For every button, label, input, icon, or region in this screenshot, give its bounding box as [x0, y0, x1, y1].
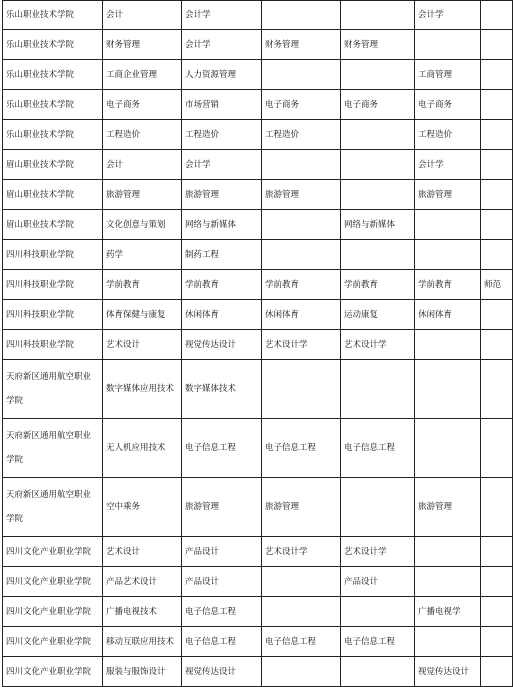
cell-target-major-1: 产品设计: [182, 567, 262, 597]
cell-target-major-1: 工程造价: [182, 120, 262, 150]
cell-major: 电子商务: [103, 90, 182, 120]
cell-note: 师范: [481, 270, 513, 300]
cell-target-major-4: 旅游管理: [415, 478, 481, 537]
cell-college: 天府新区通用航空职业学院: [3, 419, 103, 478]
cell-college: 眉山职业技术学院: [3, 180, 103, 210]
table-row: [3, 657, 513, 687]
cell-note: [481, 627, 513, 657]
cell-note: [481, 537, 513, 567]
cell-target-major-3: 艺术设计学: [341, 330, 415, 360]
cell-major: 产品艺术设计: [103, 567, 182, 597]
cell-note: [481, 150, 513, 180]
cell-target-major-1: 会计学: [182, 30, 262, 60]
cell-note: [481, 1, 513, 30]
table-row: [3, 240, 513, 270]
cell-target-major-3: 财务管理: [341, 30, 415, 60]
cell-target-major-2: [262, 360, 341, 419]
cell-college: 眉山职业技术学院: [3, 210, 103, 240]
cell-target-major-2: 电子信息工程: [262, 627, 341, 657]
cell-college: 四川科技职业学院: [3, 270, 103, 300]
cell-college: 乐山职业技术学院: [3, 60, 103, 90]
cell-target-major-2: 旅游管理: [262, 180, 341, 210]
cell-target-major-2: 电子商务: [262, 90, 341, 120]
cell-target-major-1: 市场营销: [182, 90, 262, 120]
cell-target-major-4: 视觉传达设计: [415, 657, 481, 687]
table-row: [3, 210, 513, 240]
cell-college: 乐山职业技术学院: [3, 1, 103, 30]
cell-target-major-3: [341, 360, 415, 419]
cell-target-major-4: 电子商务: [415, 90, 481, 120]
table-row: [3, 300, 513, 330]
cell-target-major-4: [415, 627, 481, 657]
table-row: [3, 627, 513, 657]
cell-target-major-1: 电子信息工程: [182, 597, 262, 627]
cell-target-major-2: [262, 1, 341, 30]
cell-target-major-4: 工程造价: [415, 120, 481, 150]
table-body: [3, 1, 513, 687]
table-row: [3, 90, 513, 120]
cell-target-major-1: 休闲体育: [182, 300, 262, 330]
cell-target-major-2: 学前教育: [262, 270, 341, 300]
cell-target-major-1: 网络与新媒体: [182, 210, 262, 240]
cell-target-major-2: 旅游管理: [262, 478, 341, 537]
cell-target-major-3: 学前教育: [341, 270, 415, 300]
cell-college: 四川文化产业职业学院: [3, 657, 103, 687]
cell-major: 工商企业管理: [103, 60, 182, 90]
cell-major: 艺术设计: [103, 330, 182, 360]
cell-major: 空中乘务: [103, 478, 182, 537]
cell-target-major-2: 艺术设计学: [262, 537, 341, 567]
cell-target-major-3: [341, 597, 415, 627]
admission-table: [2, 0, 513, 687]
cell-target-major-2: 财务管理: [262, 30, 341, 60]
cell-target-major-2: [262, 210, 341, 240]
cell-target-major-1: 人力资源管理: [182, 60, 262, 90]
cell-target-major-3: 艺术设计学: [341, 537, 415, 567]
cell-target-major-3: [341, 657, 415, 687]
cell-college: 乐山职业技术学院: [3, 120, 103, 150]
cell-college: 乐山职业技术学院: [3, 90, 103, 120]
cell-target-major-1: 学前教育: [182, 270, 262, 300]
cell-college: 四川文化产业职业学院: [3, 627, 103, 657]
table-row: [3, 537, 513, 567]
cell-target-major-4: 广播电视学: [415, 597, 481, 627]
cell-major: 数字媒体应用技术: [103, 360, 182, 419]
cell-target-major-1: 旅游管理: [182, 478, 262, 537]
cell-target-major-3: 产品设计: [341, 567, 415, 597]
cell-major: 移动互联应用技术: [103, 627, 182, 657]
cell-target-major-4: 休闲体育: [415, 300, 481, 330]
cell-college: 四川科技职业学院: [3, 330, 103, 360]
cell-target-major-3: [341, 60, 415, 90]
cell-target-major-3: [341, 150, 415, 180]
cell-note: [481, 180, 513, 210]
cell-target-major-1: 视觉传达设计: [182, 330, 262, 360]
cell-target-major-2: 电子信息工程: [262, 419, 341, 478]
cell-note: [481, 120, 513, 150]
cell-major: 文化创意与策划: [103, 210, 182, 240]
cell-major: 药学: [103, 240, 182, 270]
table-row: [3, 330, 513, 360]
cell-target-major-2: [262, 597, 341, 627]
cell-target-major-4: [415, 419, 481, 478]
cell-target-major-4: [415, 537, 481, 567]
table-row: [3, 150, 513, 180]
cell-college: 天府新区通用航空职业学院: [3, 478, 103, 537]
cell-target-major-3: 电子商务: [341, 90, 415, 120]
cell-college: 眉山职业技术学院: [3, 150, 103, 180]
cell-major: 广播电视技术: [103, 597, 182, 627]
table-row: [3, 567, 513, 597]
cell-college: 乐山职业技术学院: [3, 30, 103, 60]
cell-note: [481, 30, 513, 60]
cell-target-major-1: 电子信息工程: [182, 627, 262, 657]
table-row: [3, 1, 513, 30]
cell-major: 财务管理: [103, 30, 182, 60]
cell-target-major-2: [262, 60, 341, 90]
cell-note: [481, 240, 513, 270]
cell-note: [481, 210, 513, 240]
cell-major: 艺术设计: [103, 537, 182, 567]
cell-target-major-3: 电子信息工程: [341, 419, 415, 478]
cell-target-major-3: [341, 1, 415, 30]
cell-target-major-2: [262, 657, 341, 687]
cell-college: 四川科技职业学院: [3, 300, 103, 330]
cell-note: [481, 657, 513, 687]
cell-target-major-2: [262, 567, 341, 597]
table-row: [3, 478, 513, 537]
cell-note: [481, 300, 513, 330]
cell-target-major-4: 学前教育: [415, 270, 481, 300]
cell-target-major-1: 数字媒体技术: [182, 360, 262, 419]
cell-note: [481, 567, 513, 597]
cell-major: 学前教育: [103, 270, 182, 300]
cell-target-major-3: [341, 240, 415, 270]
cell-target-major-3: [341, 478, 415, 537]
cell-target-major-2: 休闲体育: [262, 300, 341, 330]
table-row: [3, 180, 513, 210]
cell-target-major-3: 运动康复: [341, 300, 415, 330]
cell-target-major-3: 电子信息工程: [341, 627, 415, 657]
cell-note: [481, 597, 513, 627]
table-row: [3, 597, 513, 627]
cell-target-major-1: 电子信息工程: [182, 419, 262, 478]
cell-target-major-1: 制药工程: [182, 240, 262, 270]
cell-college: 天府新区通用航空职业学院: [3, 360, 103, 419]
table-row: [3, 30, 513, 60]
cell-major: 旅游管理: [103, 180, 182, 210]
cell-note: [481, 330, 513, 360]
cell-note: [481, 419, 513, 478]
cell-target-major-2: [262, 240, 341, 270]
cell-target-major-1: 产品设计: [182, 537, 262, 567]
cell-target-major-4: [415, 240, 481, 270]
cell-target-major-4: [415, 360, 481, 419]
cell-target-major-4: [415, 567, 481, 597]
cell-major: 会计: [103, 1, 182, 30]
cell-college: 四川文化产业职业学院: [3, 537, 103, 567]
cell-target-major-3: 网络与新媒体: [341, 210, 415, 240]
cell-target-major-2: 艺术设计学: [262, 330, 341, 360]
cell-note: [481, 360, 513, 419]
cell-major: 无人机应用技术: [103, 419, 182, 478]
cell-major: 服装与服饰设计: [103, 657, 182, 687]
cell-target-major-3: [341, 180, 415, 210]
cell-target-major-4: [415, 330, 481, 360]
cell-target-major-1: 会计学: [182, 150, 262, 180]
cell-target-major-4: [415, 210, 481, 240]
cell-target-major-1: 会计学: [182, 1, 262, 30]
cell-target-major-4: [415, 30, 481, 60]
cell-target-major-4: 旅游管理: [415, 180, 481, 210]
cell-note: [481, 90, 513, 120]
table-row: [3, 360, 513, 419]
cell-target-major-3: [341, 120, 415, 150]
cell-major: 体育保健与康复: [103, 300, 182, 330]
cell-major: 工程造价: [103, 120, 182, 150]
cell-major: 会计: [103, 150, 182, 180]
cell-target-major-2: 工程造价: [262, 120, 341, 150]
table-row: [3, 120, 513, 150]
cell-target-major-1: 旅游管理: [182, 180, 262, 210]
cell-college: 四川科技职业学院: [3, 240, 103, 270]
cell-target-major-4: 工商管理: [415, 60, 481, 90]
cell-note: [481, 60, 513, 90]
cell-target-major-4: 会计学: [415, 150, 481, 180]
cell-target-major-1: 视觉传达设计: [182, 657, 262, 687]
table-row: [3, 270, 513, 300]
cell-target-major-2: [262, 150, 341, 180]
cell-target-major-4: 会计学: [415, 1, 481, 30]
table-row: [3, 419, 513, 478]
cell-college: 四川文化产业职业学院: [3, 567, 103, 597]
cell-college: 四川文化产业职业学院: [3, 597, 103, 627]
cell-note: [481, 478, 513, 537]
table-row: [3, 60, 513, 90]
